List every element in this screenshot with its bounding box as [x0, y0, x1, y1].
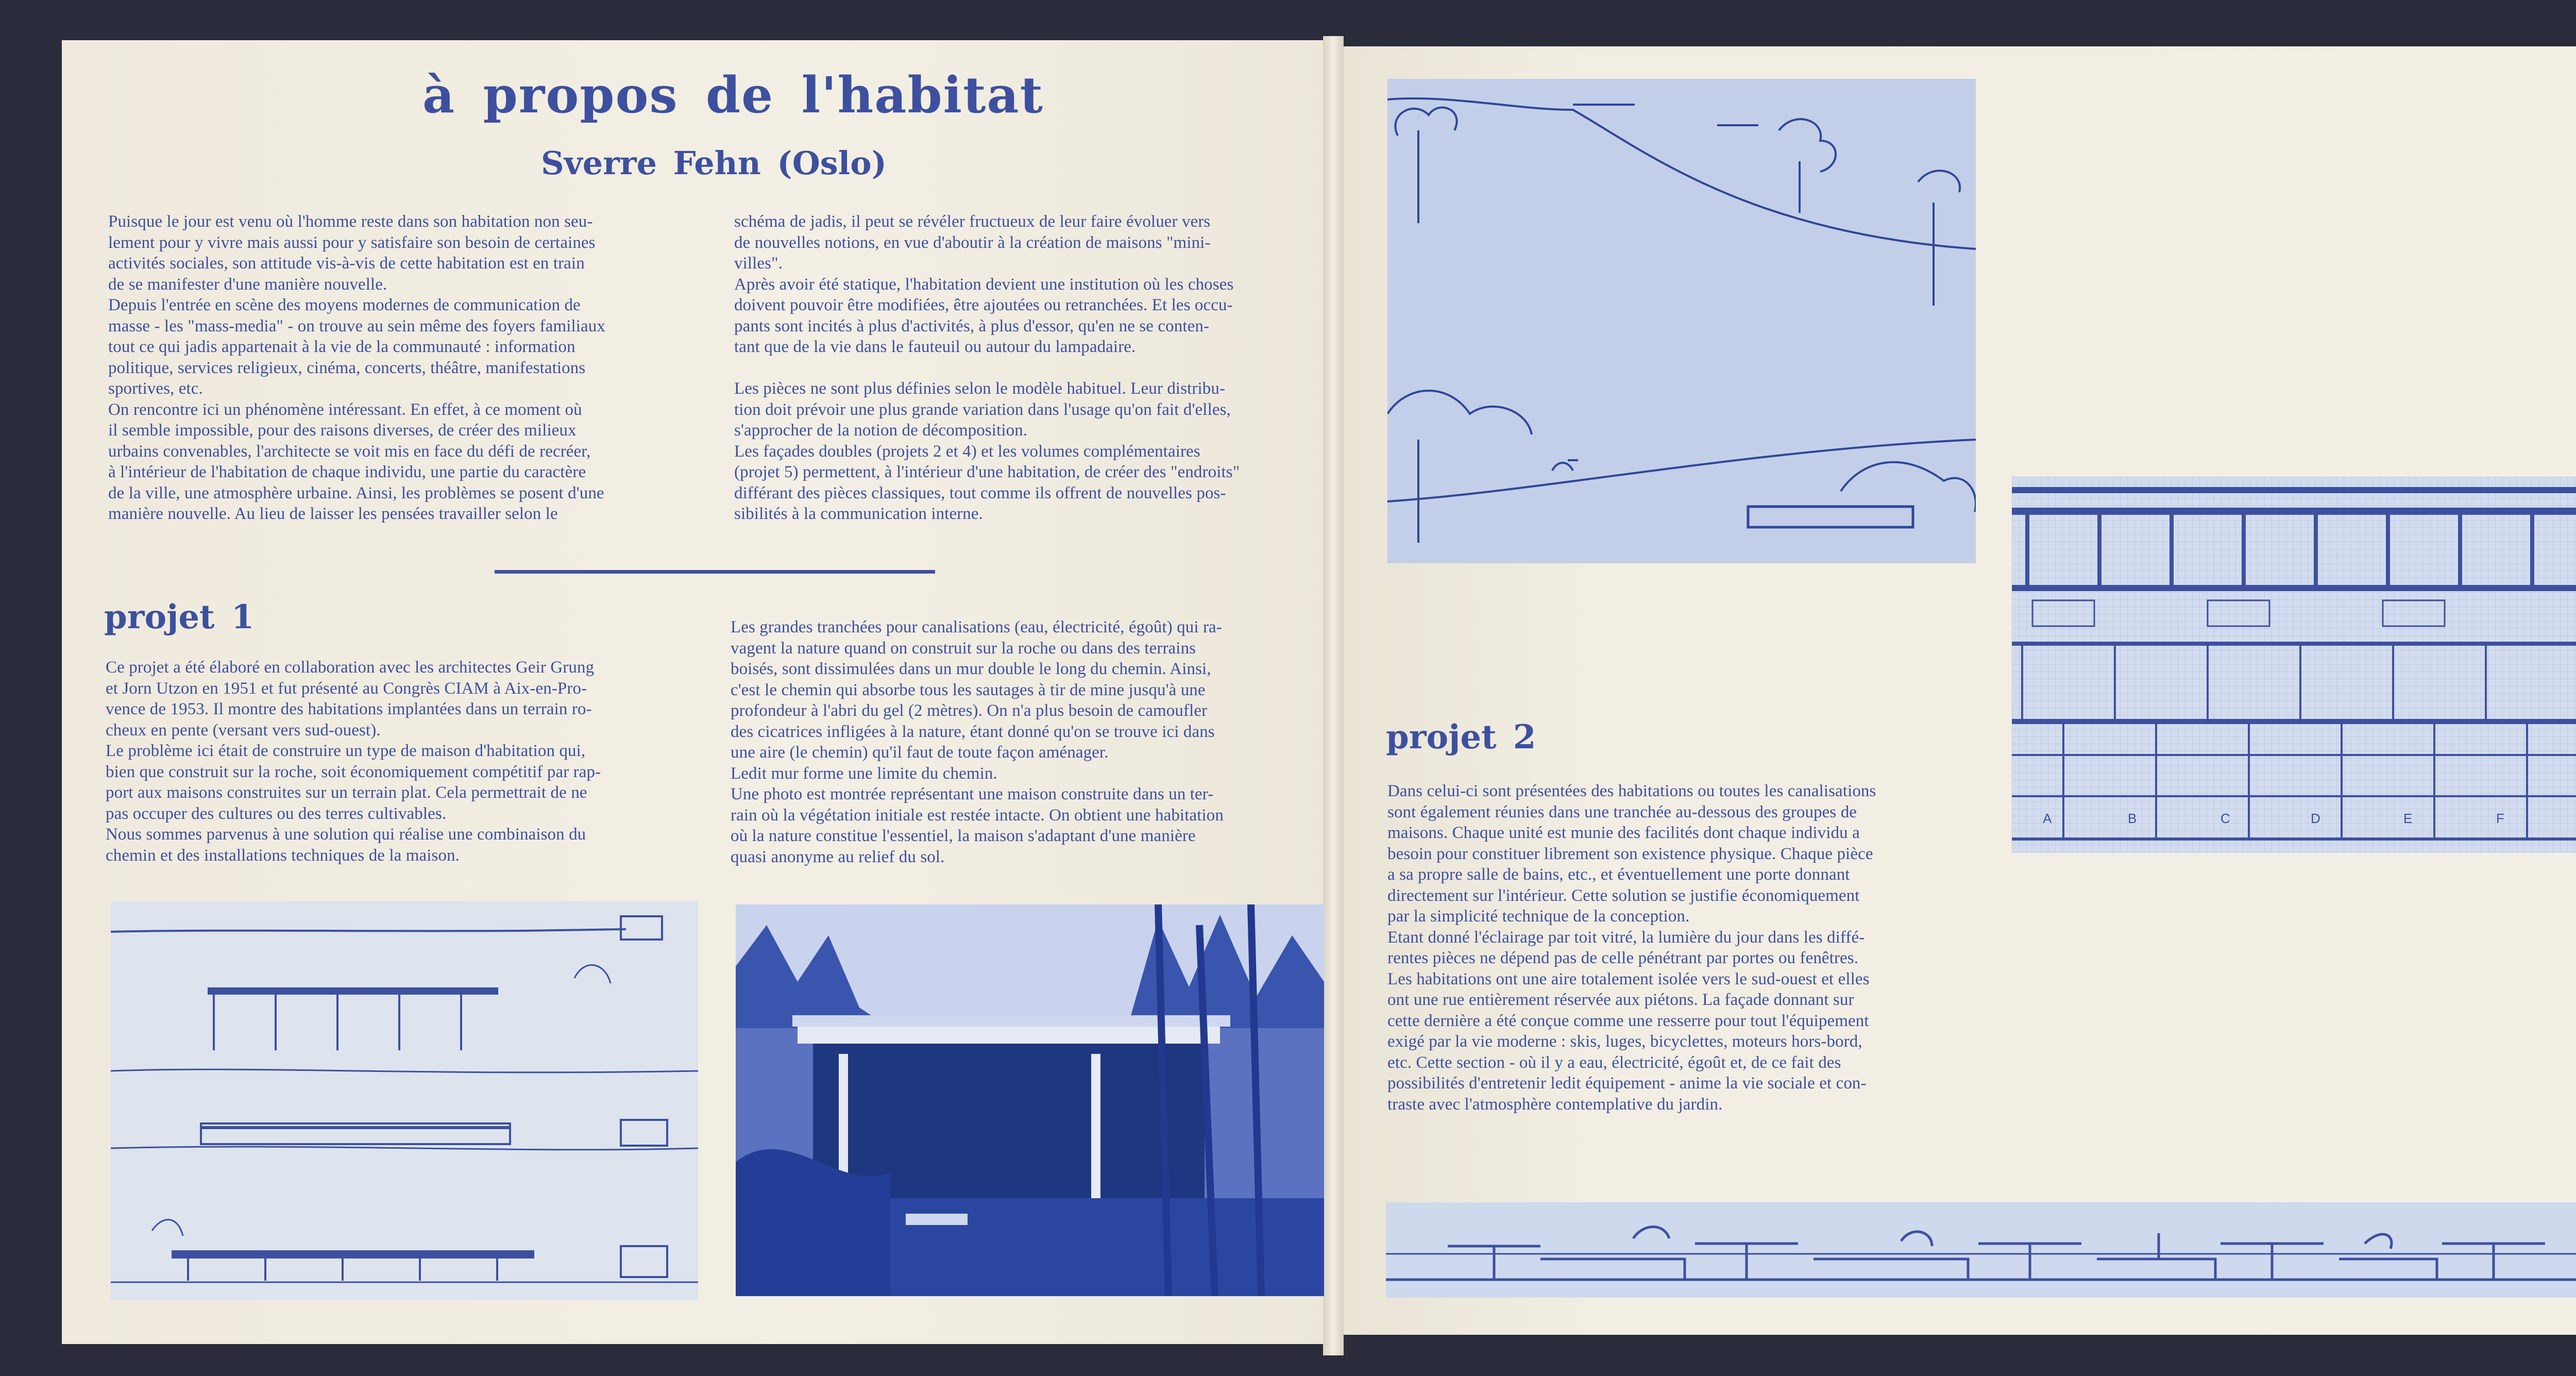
plan-label: E	[2403, 811, 2413, 826]
projet-1-house-photo	[736, 904, 1324, 1296]
projet-1-column-1: Ce projet a été élaboré en collaboration avec les architectes Geir Grung et Jorn Utzon en 1951 et fut présenté au Congrès CIAM à Aix-en-Pro- vence de 1953. Il montre des habitations implantées dans un terrain ro- cheux en pente (versant vers sud-ouest). Le problème ici était de construire un type de maison d'habitation qui, bien que construit sur la roche, soit économiquement compétitif par rap- port aux maisons construites sur un terrain plat. Cela permettrait de ne pas occuper des cultures ou des terres cultivables. Nous sommes parvenus à une solution qui réalise une combinaison du chemin et des installations techniques de la maison.	[106, 658, 601, 865]
article-author: Sverre Fehn (Oslo)	[541, 144, 887, 182]
plan-label: F	[2496, 811, 2504, 826]
intro-column-1: Puisque le jour est venu où l'homme reste dans son habitation non seu- lement pour y vivre mais aussi pour y satisfaire son besoin de certaines activités sociales, son attitude vis-à-vis de cette habitation est en train de se manifester d'une manière nouvelle. Depuis l'entrée en scène des moyens modernes de communication de masse - les "mass-media" - on trouve au sein même des foyers familiaux tout ce qui jadis appartenait à la vie de la communauté : information politique, services religieux, cinéma, concerts, théâtre, manifestations sportives, etc. On rencontre ici un phénomène intéressant. En effet, à ce moment où il semble impossible, pour des raisons diverses, de créer des milieux urbains convenables, l'architecte se voit mis en face du défi de recréer, à l'intérieur de l'habitation de chaque individu, une partie du caractère de la ville, une atmosphère urbaine. Ainsi, les problèmes se posent d'une manière nouvelle. Au lieu de laisser les pensées travailler selon le	[108, 212, 605, 523]
projet-1-heading: projet 1	[104, 598, 255, 636]
landscape-sketch	[1387, 79, 1976, 563]
projet-2-text: Dans celui-ci sont présentées des habitations ou toutes les canalisations sont également réunies dans une tranchée au-dessous des groupes de maisons. Chaque unité est munie des facilités dont chaque individu a besoin pour constituer librement son existence physique. Chaque pièce a sa propre salle de bains, etc., et éventuellement une porte donnant directement sur l'intérieur. Cette solution se justifie économiquement par la simplicité technique de la conception. Etant donné l'éclairage par toit vitré, la lumière du jour dans les diffé- rentes pièces ne dépend pas de celle pénétrant par portes ou fenêtres. Les habitations ont une aire totalement isolée vers le sud-ouest et elles ont une rue entièrement réservée aux piétons. La façade donnant sur cette dernière a été conçue comme une resserre pour tout l'équipement exigé par la vie moderne : skis, luges, bicyclettes, moteurs hors-bord, etc. Cette section - où il y a eau, électricité, égoût et, de ce fait des possibilités d'entretenir ledit équipement - anime la vie sociale et con- traste avec l'atmosphère contemplative du jardin.	[1387, 782, 1876, 1114]
article-title: à propos de l'habitat	[422, 66, 1044, 124]
projet-2-plan-drawing	[2012, 477, 2576, 853]
projet-1-column-2: Les grandes tranchées pour canalisations (eau, électricité, égoût) qui ra- vagent la nature quand on construit sur la roche ou dans des terrains boisés, sont dissimulées dans un mur double le long du chemin. Ainsi, c'est le chemin qui absorbe tous les sautages à tir de mine jusqu'à une profondeur à l'abri du gel (2 mètres). On n'a plus besoin de camoufler des cicatrices infligées à la nature, étant donné qu'on se trouve ici dans une aire (le chemin) qu'il faut de toute façon aménager. Ledit mur forme une limite du chemin. Une photo est montrée représentant une maison construite dans un ter- rain où la végétation initiale est restée intacte. On obtient une habitation où la nature constitue l'essentiel, la maison s'adaptant d'une manière quasi anonyme au relief du sol.	[731, 618, 1224, 866]
plan-label: C	[2221, 811, 2230, 826]
projet-2-section-strip	[1386, 1202, 2576, 1298]
projet-2-heading: projet 2	[1386, 718, 1536, 757]
section-divider	[495, 570, 935, 574]
projet-1-section-drawings	[111, 901, 698, 1300]
plan-label: B	[2128, 811, 2137, 826]
plan-label: D	[2311, 811, 2320, 826]
plan-label: A	[2043, 811, 2052, 826]
intro-column-2: schéma de jadis, il peut se révéler fructueux de leur faire évoluer vers de nouvelles notions, en vue d'aboutir à la création de maisons "mini- villes". Après avoir été statique, l'habitation devient une institution où les choses doivent pouvoir être modifiées, être ajoutées ou retranchées. Et les occu- pants sont incités à plus d'activités, à plus d'essor, qu'en ne se conten- tant que de la vie dans le fauteuil ou autour du lampadaire. Les pièces ne sont plus définies selon le modèle habituel. Leur distribu- tion doit prévoir une plus grande variation dans l'usage qu'on fait d'elles, s'approcher de la notion de décomposition. Les façades doubles (projets 2 et 4) et les volumes complémentaires (projet 5) permettent, à l'intérieur d'une habitation, de créer des "endroits" différant des pièces classiques, tout comme ils offrent de nouvelles pos- sibilités à la communication interne.	[734, 212, 1240, 523]
